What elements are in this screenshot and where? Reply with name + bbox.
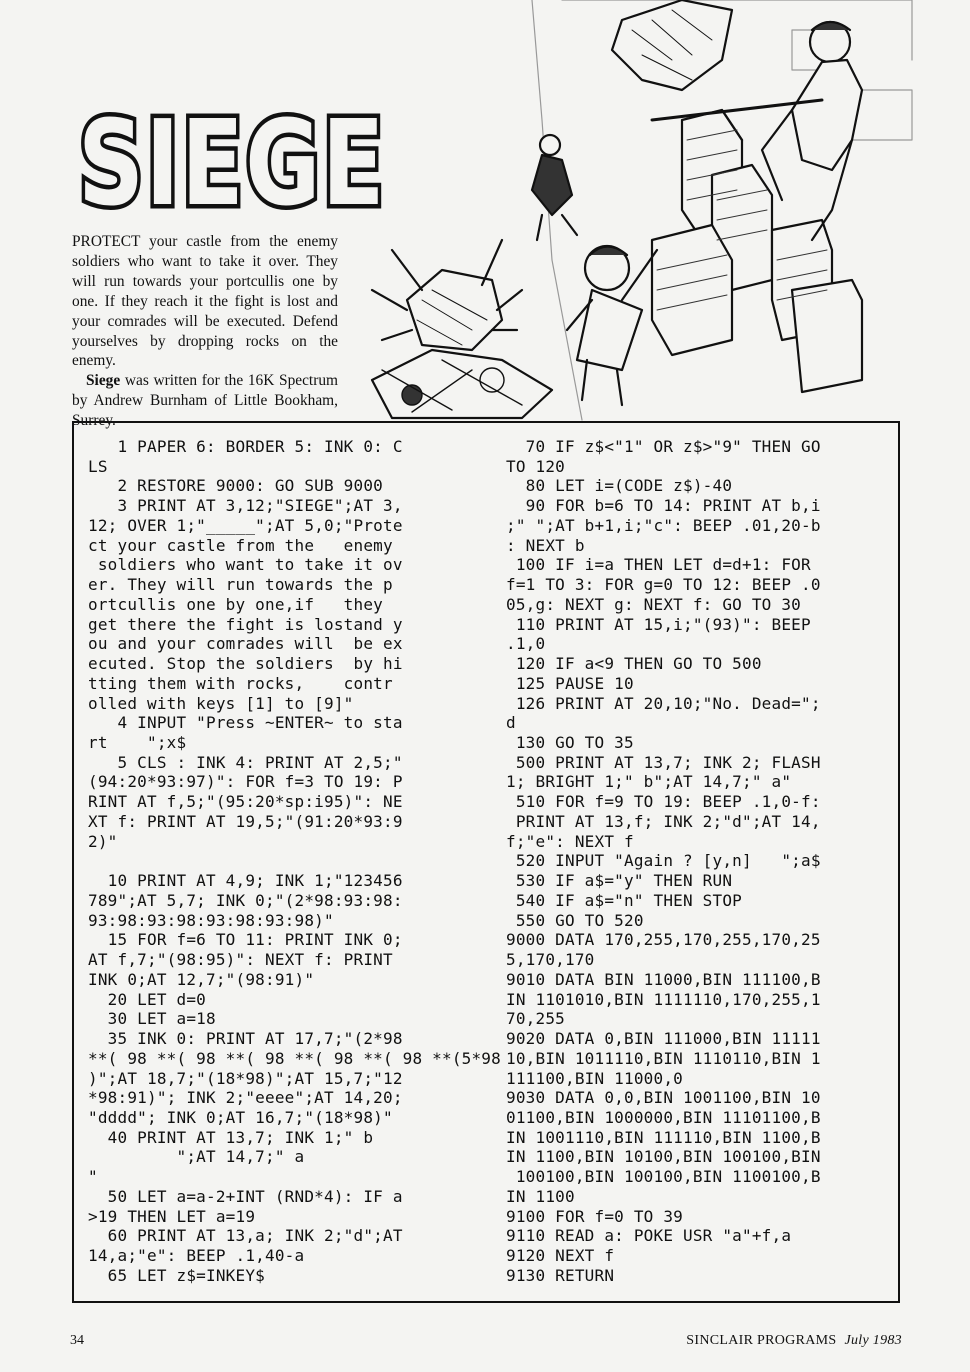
- listing-line: 10,BIN 1011110,BIN 1110110,BIN 1: [506, 1048, 821, 1068]
- listing-line: 93:98:93:98:93:98:93:98)": [88, 910, 334, 930]
- listing-line: 3 PRINT AT 3,12;"SIEGE";AT 3,: [88, 496, 403, 516]
- listing-line: 9120 NEXT f: [506, 1246, 615, 1266]
- listing-line: f;"e": NEXT f: [506, 831, 634, 851]
- listing-line: 9020 DATA 0,BIN 111000,BIN 11111: [506, 1029, 821, 1049]
- listing-line: 30 LET a=18: [88, 1009, 216, 1029]
- listing-line: 40 PRINT AT 13,7; INK 1;" b: [88, 1127, 374, 1147]
- listing-line: 2)": [88, 831, 118, 851]
- credit-text: was written for the 16K Spectrum by Andrew Burnham of Little Bookham, Surrey.: [72, 372, 338, 430]
- listing-line: ou and your comrades will be ex: [88, 634, 403, 654]
- listing-line: er. They will run towards the p: [88, 575, 393, 595]
- listing-line: 100 IF i=a THEN LET d=d+1: FOR: [506, 555, 811, 575]
- listing-line: 120 IF a<9 THEN GO TO 500: [506, 654, 762, 674]
- listing-line: 110 PRINT AT 15,i;"(93)": BEEP: [506, 614, 811, 634]
- listing-line: 5,170,170: [506, 950, 595, 970]
- listing-line: 111100,BIN 11000,0: [506, 1068, 683, 1088]
- listing-line: 05,g: NEXT g: NEXT f: GO TO 30: [506, 594, 801, 614]
- listing-line: 520 INPUT "Again ? [y,n] ";a$: [506, 851, 821, 871]
- listing-line: [88, 851, 501, 871]
- listing-line: (94:20*93:97)": FOR f=3 TO 19: P: [88, 772, 403, 792]
- listing-line: ": [88, 1167, 98, 1187]
- listing-line: 01100,BIN 1000000,BIN 11101100,B: [506, 1107, 821, 1127]
- listing-line: )";AT 18,7;"(18*98)";AT 15,7;"12: [88, 1068, 403, 1088]
- listing-line: 12; OVER 1;"_____";AT 5,0;"Prote: [88, 515, 403, 535]
- listing-line: 20 LET d=0: [88, 989, 206, 1009]
- listing-line: 9030 DATA 0,0,BIN 1001100,BIN 10: [506, 1088, 821, 1108]
- intro-text: [72, 232, 338, 431]
- listing-line: olled with keys [1] to [9]": [88, 693, 354, 713]
- listing-line: XT f: PRINT AT 19,5;"(91:20*93:9: [88, 811, 403, 831]
- article-title-text: SIEGE: [78, 94, 386, 232]
- listing-line: 125 PAUSE 10: [506, 673, 634, 693]
- listing-line: 789";AT 5,7; INK 0;"(2*98:93:98:: [88, 890, 403, 910]
- listing-line: 14,a;"e": BEEP .1,40-a: [88, 1246, 305, 1266]
- listing-line: 540 IF a$="n" THEN STOP: [506, 890, 742, 910]
- listing-line: 60 PRINT AT 13,a; INK 2;"d";AT: [88, 1226, 403, 1246]
- listing-line: tting them with rocks, contr: [88, 673, 393, 693]
- listing-left-column: [88, 437, 501, 1286]
- listing-line: IN 1100: [506, 1186, 575, 1206]
- listing-line: INK 0;AT 12,7;"(98:91)": [88, 969, 315, 989]
- listing-line: get there the fight is lostand y: [88, 614, 403, 634]
- listing-line: 9000 DATA 170,255,170,255,170,25: [506, 930, 821, 950]
- listing-line: 1; BRIGHT 1;" b";AT 14,7;" a": [506, 772, 792, 792]
- listing-line: ;" ";AT b+1,i;"c": BEEP .01,20-b: [506, 515, 821, 535]
- listing-line: ct your castle from the enemy: [88, 535, 393, 555]
- castle-siege-illustration: [352, 0, 970, 420]
- listing-line: 70,255: [506, 1009, 565, 1029]
- listing-line: ecuted. Stop the soldiers by hi: [88, 654, 403, 674]
- credit-title: Siege: [86, 372, 121, 390]
- listing-line: AT f,7;"(98:95)": NEXT f: PRINT: [88, 950, 393, 970]
- listing-line: 9130 RETURN: [506, 1265, 615, 1285]
- listing-line: rt ";x$: [88, 733, 187, 753]
- listing-line: 65 LET z$=INKEY$: [88, 1265, 265, 1285]
- listing-line: LS: [88, 456, 108, 476]
- listing-line: TO 120: [506, 456, 565, 476]
- intro-paragraph: PROTECT your castle from the enemy soldiers who want to take it over. They will run towards your portcullis one by one. If they reach it the fight is lost and your comrades will be executed. Defend yourselves by dropping rocks on the enemy.: [72, 233, 338, 370]
- listing-line: ortcullis one by one,if they: [88, 594, 393, 614]
- listing-line: PRINT AT 13,f; INK 2;"d";AT 14,: [506, 811, 821, 831]
- listing-line: IN 1101010,BIN 1111110,170,255,1: [506, 989, 821, 1009]
- article-title: [74, 94, 390, 232]
- listing-line: .1,0: [506, 634, 546, 654]
- footer-publication: [686, 1333, 902, 1349]
- listing-line: soldiers who want to take it ov: [88, 555, 403, 575]
- listing-line: 5 CLS : INK 4: PRINT AT 2,5;": [88, 752, 403, 772]
- listing-line: 9100 FOR f=0 TO 39: [506, 1206, 683, 1226]
- listing-line: 2 RESTORE 9000: GO SUB 9000: [88, 476, 383, 496]
- listing-line: **( 98 **( 98 **( 98 **( 98 **( 98 **(5*98: [88, 1048, 501, 1068]
- listing-line: "dddd"; INK 0;AT 16,7;"(18*98)": [88, 1107, 393, 1127]
- listing-line: 530 IF a$="y" THEN RUN: [506, 871, 733, 891]
- listing-line: : NEXT b: [506, 535, 585, 555]
- listing-line: 126 PRINT AT 20,10;"No. Dead=";: [506, 693, 821, 713]
- listing-line: *98:91)"; INK 2;"eeee";AT 14,20;: [88, 1088, 403, 1108]
- listing-line: 90 FOR b=6 TO 14: PRINT AT b,i: [506, 496, 821, 516]
- listing-line: 50 LET a=a-2+INT (RND*4): IF a: [88, 1186, 403, 1206]
- listing-line: 9110 READ a: POKE USR "a"+f,a: [506, 1226, 792, 1246]
- listing-line: ";AT 14,7;" a: [88, 1147, 305, 1167]
- listing-line: 130 GO TO 35: [506, 733, 634, 753]
- page-number: 34: [70, 1333, 84, 1348]
- listing-line: 10 PRINT AT 4,9; INK 1;"123456: [88, 871, 403, 891]
- listing-line: 15 FOR f=6 TO 11: PRINT INK 0;: [88, 930, 403, 950]
- listing-line: IN 1001110,BIN 111110,BIN 1100,B: [506, 1127, 821, 1147]
- listing-line: f=1 TO 3: FOR g=0 TO 12: BEEP .0: [506, 575, 821, 595]
- publication-name: SINCLAIR PROGRAMS: [686, 1333, 837, 1348]
- listing-right-column: [506, 437, 821, 1286]
- listing-line: 550 GO TO 520: [506, 910, 644, 930]
- listing-line: 500 PRINT AT 13,7; INK 2; FLASH: [506, 752, 821, 772]
- listing-line: 4 INPUT "Press ~ENTER~ to sta: [88, 713, 403, 733]
- listing-line: RINT AT f,5;"(95:20*sp:i95)": NE: [88, 792, 403, 812]
- listing-line: 80 LET i=(CODE z$)-40: [506, 476, 733, 496]
- publication-date: July 1983: [844, 1333, 902, 1348]
- listing-line: 35 INK 0: PRINT AT 17,7;"(2*98: [88, 1029, 403, 1049]
- listing-line: 9010 DATA BIN 11000,BIN 111100,B: [506, 969, 821, 989]
- listing-line: 1 PAPER 6: BORDER 5: INK 0: C: [88, 437, 403, 456]
- listing-line: 70 IF z$<"1" OR z$>"9" THEN GO: [506, 437, 821, 456]
- listing-line: IN 1100,BIN 10100,BIN 100100,BIN: [506, 1147, 821, 1167]
- listing-line: 510 FOR f=9 TO 19: BEEP .1,0-f:: [506, 792, 821, 812]
- listing-line: >19 THEN LET a=19: [88, 1206, 256, 1226]
- listing-line: d: [506, 713, 516, 733]
- listing-line: 100100,BIN 100100,BIN 1100100,B: [506, 1167, 821, 1187]
- program-listing: [72, 421, 900, 1303]
